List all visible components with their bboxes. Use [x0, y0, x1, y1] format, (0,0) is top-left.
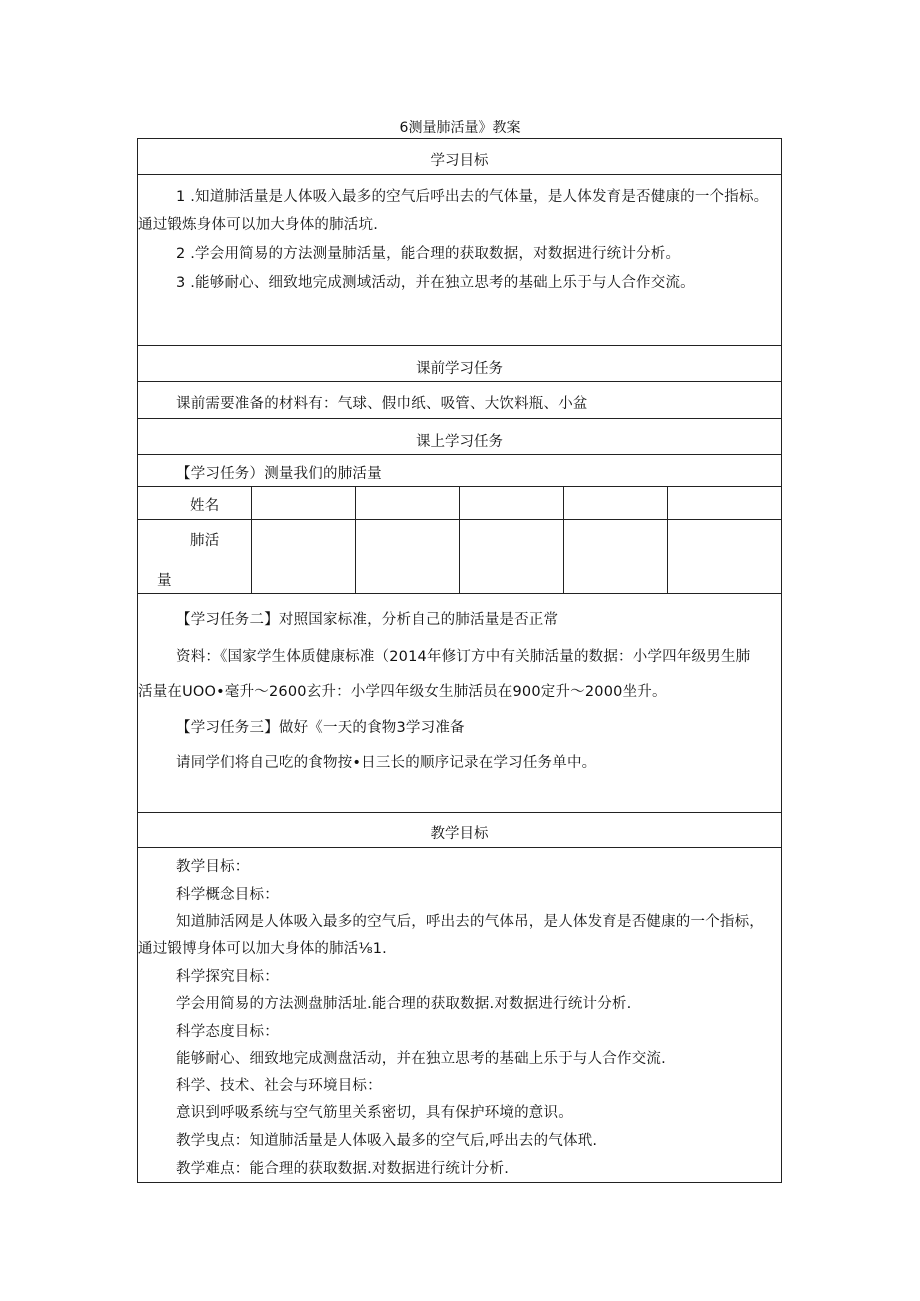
- task-2-title: 【学习任务二】对照国家标准，分析自己的肺活量是否正常: [176, 612, 559, 628]
- section-heading-in-class-tasks: 课上学习任务: [416, 434, 503, 450]
- divider: [137, 593, 782, 594]
- teaching-goal-line: 教学目标：: [176, 859, 250, 875]
- goal-line: 2 .学会用简易的方法测量肺活量，能合理的获取数据，对数据进行统计分析。: [176, 246, 681, 262]
- material-line: 资料：《国家学生体质健康标准（2014年修订方中有关肺活量的数据：小学四年级男生肺: [176, 649, 751, 665]
- teaching-goal-line: 意识到呼吸系统与空气筋里关系密切，具有保护环境的意识。: [176, 1105, 573, 1121]
- table-column-divider: [667, 486, 668, 593]
- teaching-goal-line: 知道肺活网是人体吸入最多的空气后，呼出去的气体吊，是人体发育是否健康的一个指标，: [176, 914, 764, 930]
- materials-line: 课前需要准备的材料有：气球、假巾纸、吸管、大饮料瓶、小盆: [176, 396, 588, 412]
- table-label-vital-capacity: 肺活: [190, 533, 220, 549]
- task-1-title: 【学习任务）测量我们的肺活量: [176, 466, 382, 482]
- divider: [137, 174, 782, 175]
- task-3-title: 【学习任务三】做好《一天的食物3学习准备: [176, 720, 465, 736]
- teaching-goal-line: 科学探究目标：: [176, 969, 279, 985]
- divider: [137, 345, 782, 346]
- teaching-goal-line: 科学概念目标：: [176, 887, 279, 903]
- document-title: 6测量肺活量》教案: [399, 120, 521, 136]
- material-line: 活量在UOO•毫升〜2600玄升：小学四年级女生肺活员在900定升〜2000坐升。: [138, 684, 667, 700]
- section-heading-pre-class-tasks: 课前学习任务: [416, 361, 503, 377]
- key-point-line: 教学曳点：知道肺活量是人体吸入最多的空气后,呼出去的气体玳.: [176, 1133, 598, 1149]
- divider: [137, 812, 782, 813]
- divider: [137, 454, 782, 455]
- section-heading-learning-goals: 学习目标: [430, 153, 489, 169]
- task-3-text: 请同学们将自己吃的食物按•日三长的顺序记录在学习任务单中。: [176, 755, 597, 771]
- table-label-vital-capacity-2: 量: [157, 573, 172, 589]
- goal-line: 3 .能够耐心、细致地完成测域活动，并在独立思考的基础上乐于与人合作交流。: [176, 275, 695, 291]
- teaching-goal-line: 科学态度目标：: [176, 1024, 279, 1040]
- goal-line: 1 .知道肺活量是人体吸入最多的空气后呼出去的气体量，是人体发育是否健康的一个指标。: [176, 189, 769, 205]
- divider: [137, 381, 782, 382]
- difficult-point-line: 教学难点：能合理的获取数据.对数据进行统计分析.: [176, 1161, 510, 1177]
- section-heading-teaching-goals: 教学目标: [430, 826, 489, 842]
- table-column-divider: [459, 486, 460, 593]
- teaching-goal-line: 能够耐心、细致地完成测盘活动，并在独立思考的基础上乐于与人合作交流.: [176, 1051, 666, 1067]
- goal-line: 通过锻炼身体可以加大身体的肺活坑.: [138, 217, 379, 233]
- table-label-name: 姓名: [190, 498, 220, 514]
- table-column-divider: [563, 486, 564, 593]
- table-column-divider: [355, 486, 356, 593]
- teaching-goal-line: 通过锻博身体可以加大身体的肺活⅛1.: [138, 941, 387, 957]
- divider: [137, 418, 782, 419]
- table-column-divider: [251, 486, 252, 593]
- divider: [137, 847, 782, 848]
- teaching-goal-line: 科学、技术、社会与环境目标：: [176, 1078, 382, 1094]
- teaching-goal-line: 学会用简易的方法测盘肺活址.能合理的获取数据.对数据进行统计分析.: [176, 996, 632, 1012]
